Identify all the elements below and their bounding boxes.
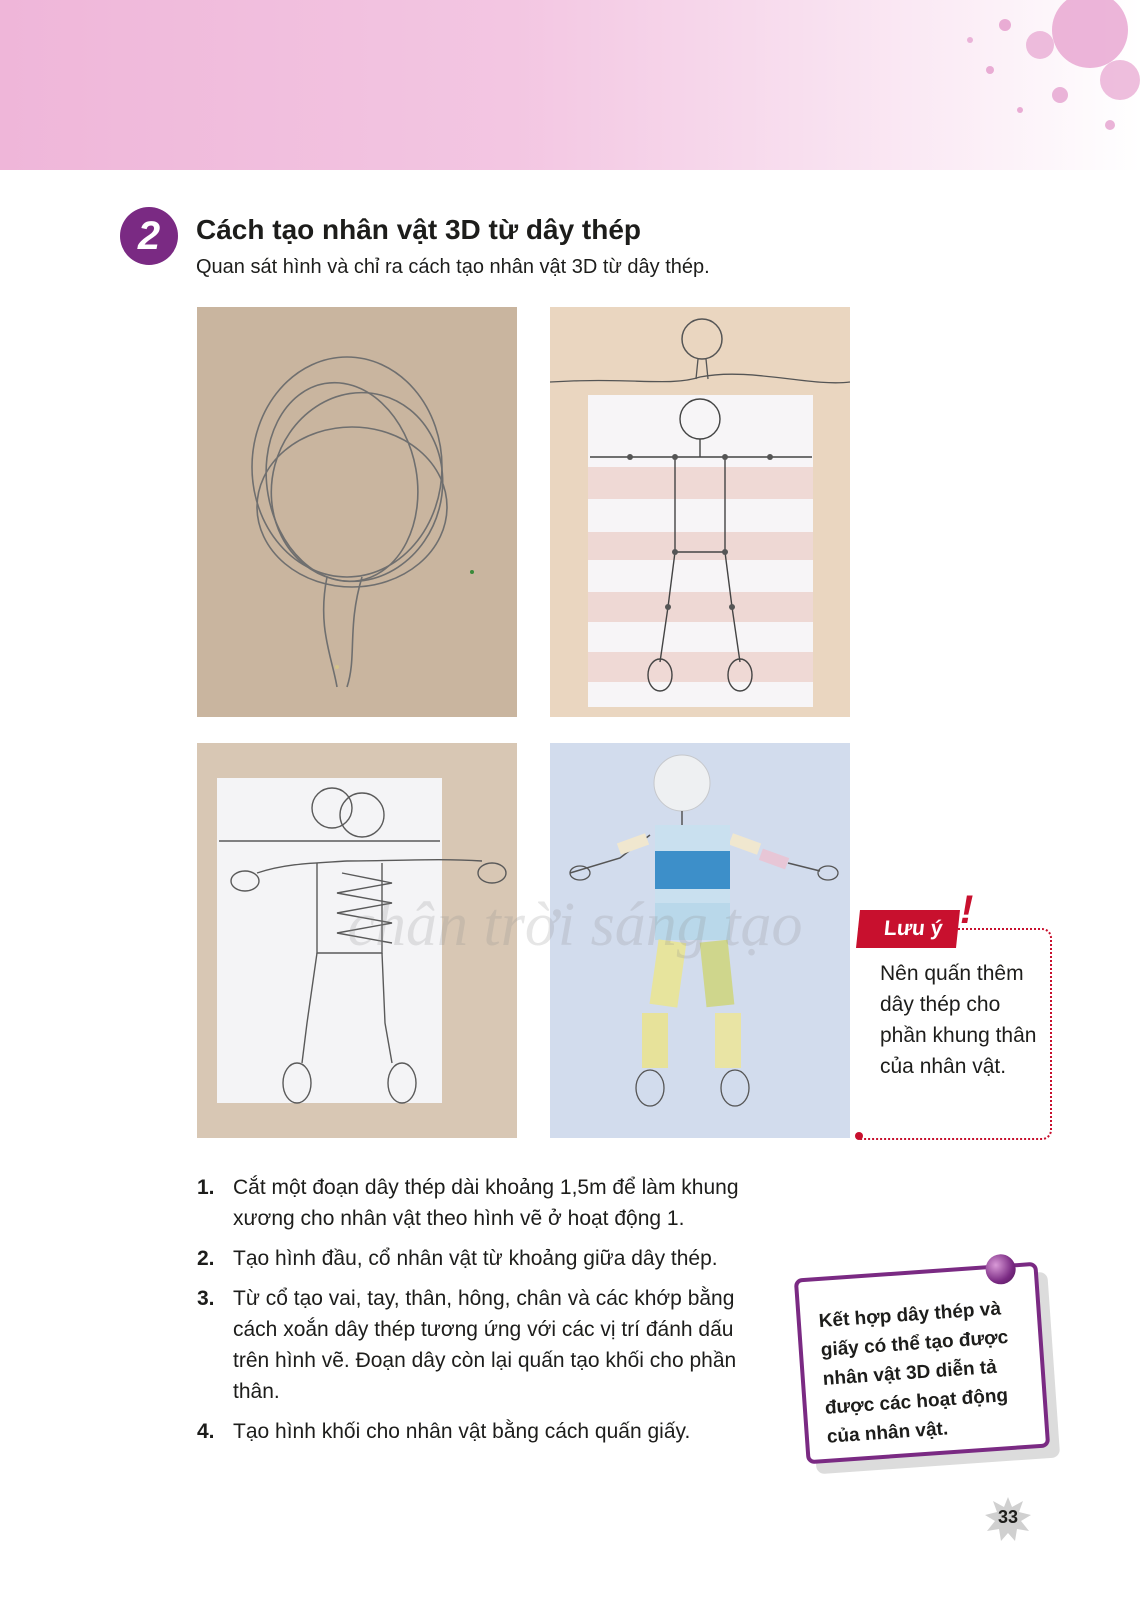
note-text: Nên quấn thêm dây thép cho phần khung thân của nhân vật. — [880, 962, 1037, 1078]
step-number: 1. — [197, 1176, 215, 1199]
photo-figure-drawing — [550, 307, 850, 717]
note-dot — [855, 1132, 863, 1140]
note-label-text: Lưu ý — [882, 917, 944, 940]
section-subtitle: Quan sát hình và chỉ ra cách tạo nhân vật 3D từ dây thép. — [196, 256, 710, 278]
step-number: 4. — [197, 1420, 215, 1443]
step-item — [197, 1243, 757, 1274]
page-number-badge — [983, 1495, 1033, 1543]
step-item — [197, 1283, 757, 1407]
step-text: Cắt một đoạn dây thép dài khoảng 1,5m để làm khung xương cho nhân vật theo hình vẽ ở hoạt động 1. — [233, 1176, 739, 1230]
steps-list — [197, 1172, 757, 1456]
section-number: 2 — [137, 213, 161, 258]
section-number-badge — [120, 207, 178, 265]
step-text: Tạo hình khối cho nhân vật bằng cách quấn giấy. — [233, 1420, 691, 1443]
callout-box — [794, 1262, 1050, 1465]
step-item — [197, 1172, 757, 1234]
callout-text: Kết hợp dây thép và giấy có thể tạo được nhân vật 3D diễn tả được các hoạt động của nhân vật. — [818, 1298, 1009, 1448]
exclamation-icon: ! — [960, 888, 974, 932]
step-item — [197, 1416, 757, 1447]
summary-callout — [800, 1270, 1052, 1465]
step-text: Tạo hình đầu, cổ nhân vật từ khoảng giữa dây thép. — [233, 1247, 718, 1270]
publisher-watermark: chân trời sáng tạo — [347, 891, 803, 959]
photo-wire-coil — [197, 307, 517, 717]
paint-splash-decoration — [880, 0, 1140, 140]
step-number: 2. — [197, 1247, 215, 1270]
section-title: Cách tạo nhân vật 3D từ dây thép — [196, 214, 642, 245]
header-banner — [0, 0, 1140, 170]
pin-ball-icon — [985, 1253, 1017, 1285]
step-number: 3. — [197, 1287, 215, 1310]
note-label — [856, 910, 960, 948]
page-number: 33 — [997, 1507, 1019, 1527]
step-text: Từ cổ tạo vai, tay, thân, hông, chân và các khớp bằng cách xoắn dây thép tương ứng với các vị trí đánh dấu trên hình vẽ. Đoạn dây còn lại quấn tạo khối cho phần thân. — [233, 1287, 737, 1403]
